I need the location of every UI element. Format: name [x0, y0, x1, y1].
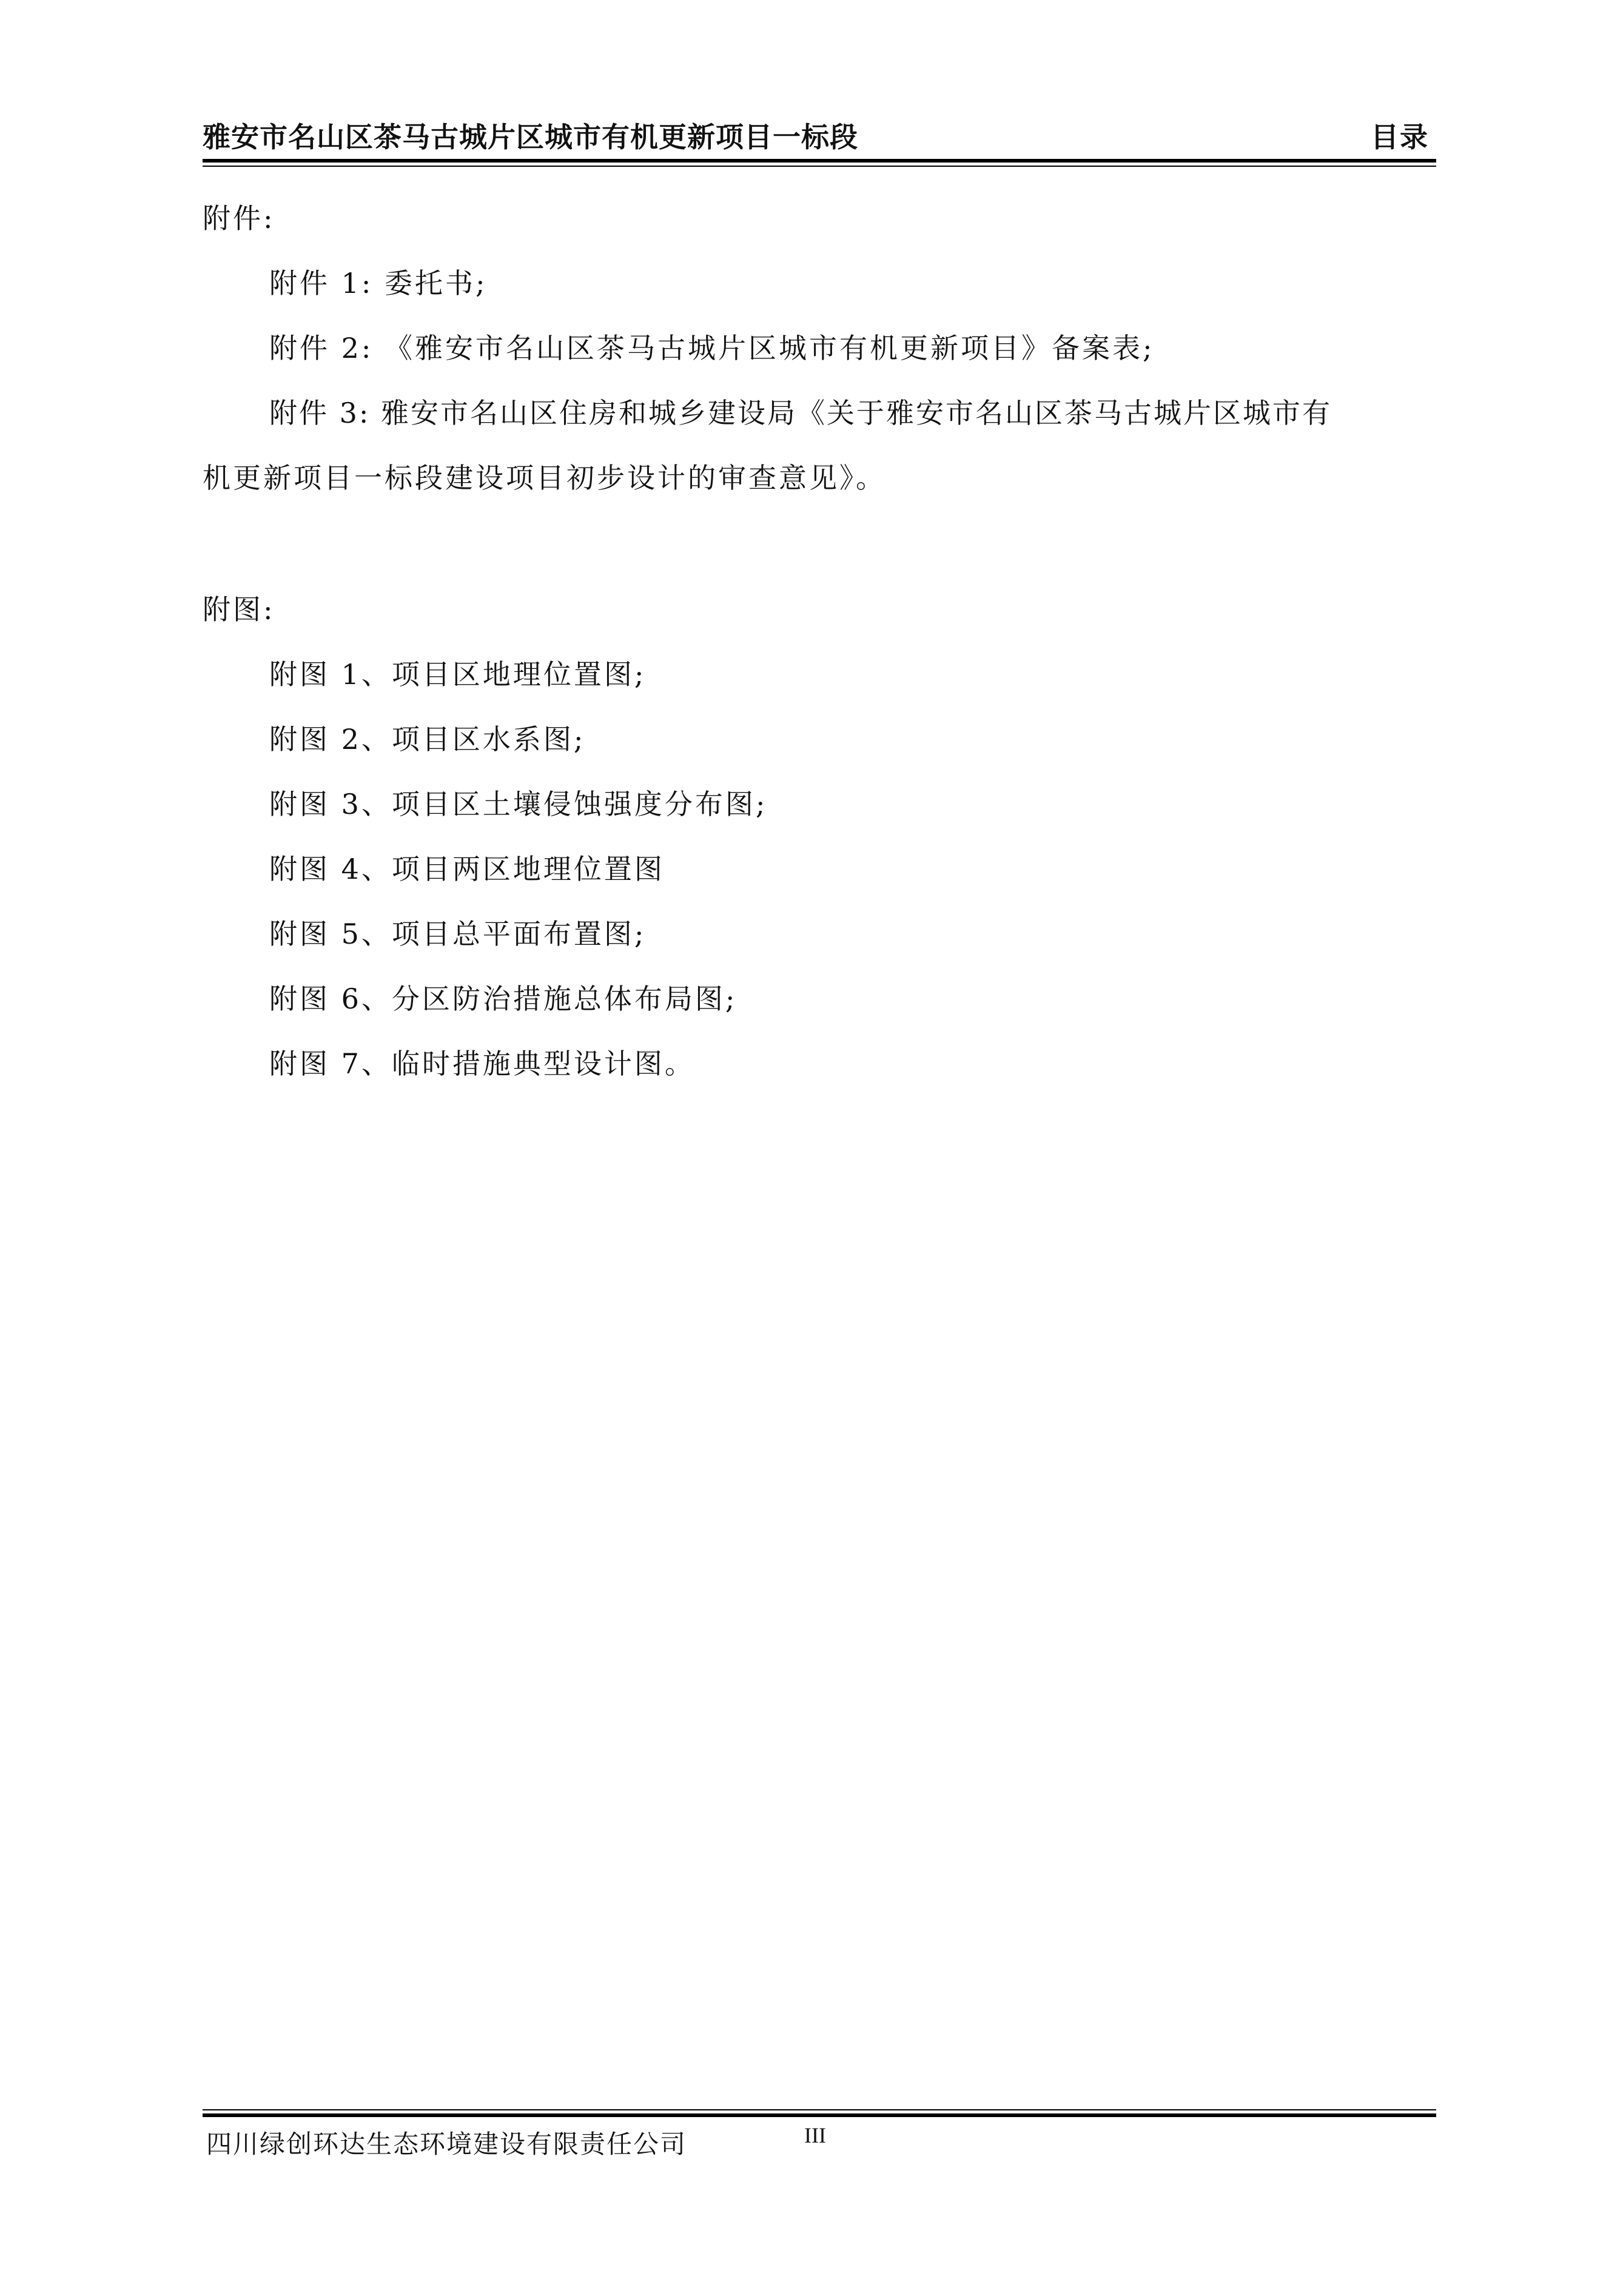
header-rule-thin [203, 166, 1436, 167]
figure-item-6: 附图 6、分区防治措施总体布局图; [269, 982, 738, 1015]
figure-item-3: 附图 3、项目区土壤侵蚀强度分布图; [269, 788, 768, 821]
figure-item-1: 附图 1、项目区地理位置图; [269, 658, 647, 691]
attachments-heading: 附件: [203, 202, 275, 235]
footer-rule-thick [203, 2113, 1436, 2117]
document-title: 雅安市名山区茶马古城片区城市有机更新项目一标段 [203, 121, 858, 153]
footer-company-name: 四川绿创环达生态环境建设有限责任公司 [206, 2129, 687, 2159]
figure-item-4: 附图 4、项目两区地理位置图 [269, 853, 665, 885]
footer-rule-thin [203, 2109, 1436, 2110]
attachment-item-3: 附件 3: 雅安市名山区住房和城乡建设局《关于雅安市名山区茶马古城片区城市有 [269, 397, 1332, 429]
page-number: III [804, 2123, 826, 2147]
attachment-item-1: 附件 1: 委托书; [269, 267, 488, 300]
attachment-item-3-continued: 机更新项目一标段建设项目初步设计的审查意见》。 [203, 462, 886, 494]
page-content [203, 200, 1436, 1110]
figure-item-2: 附图 2、项目区水系图; [269, 723, 586, 756]
header-rule-thick [203, 159, 1436, 163]
section-gap [203, 525, 1436, 591]
figures-heading: 附图: [203, 593, 275, 626]
figure-item-5: 附图 5、项目总平面布置图; [269, 918, 647, 950]
figure-item-7: 附图 7、临时措施典型设计图。 [269, 1047, 695, 1080]
section-label: 目录 [1371, 121, 1429, 153]
attachment-item-2: 附件 2: 《雅安市名山区茶马古城片区城市有机更新项目》备案表; [269, 332, 1155, 364]
